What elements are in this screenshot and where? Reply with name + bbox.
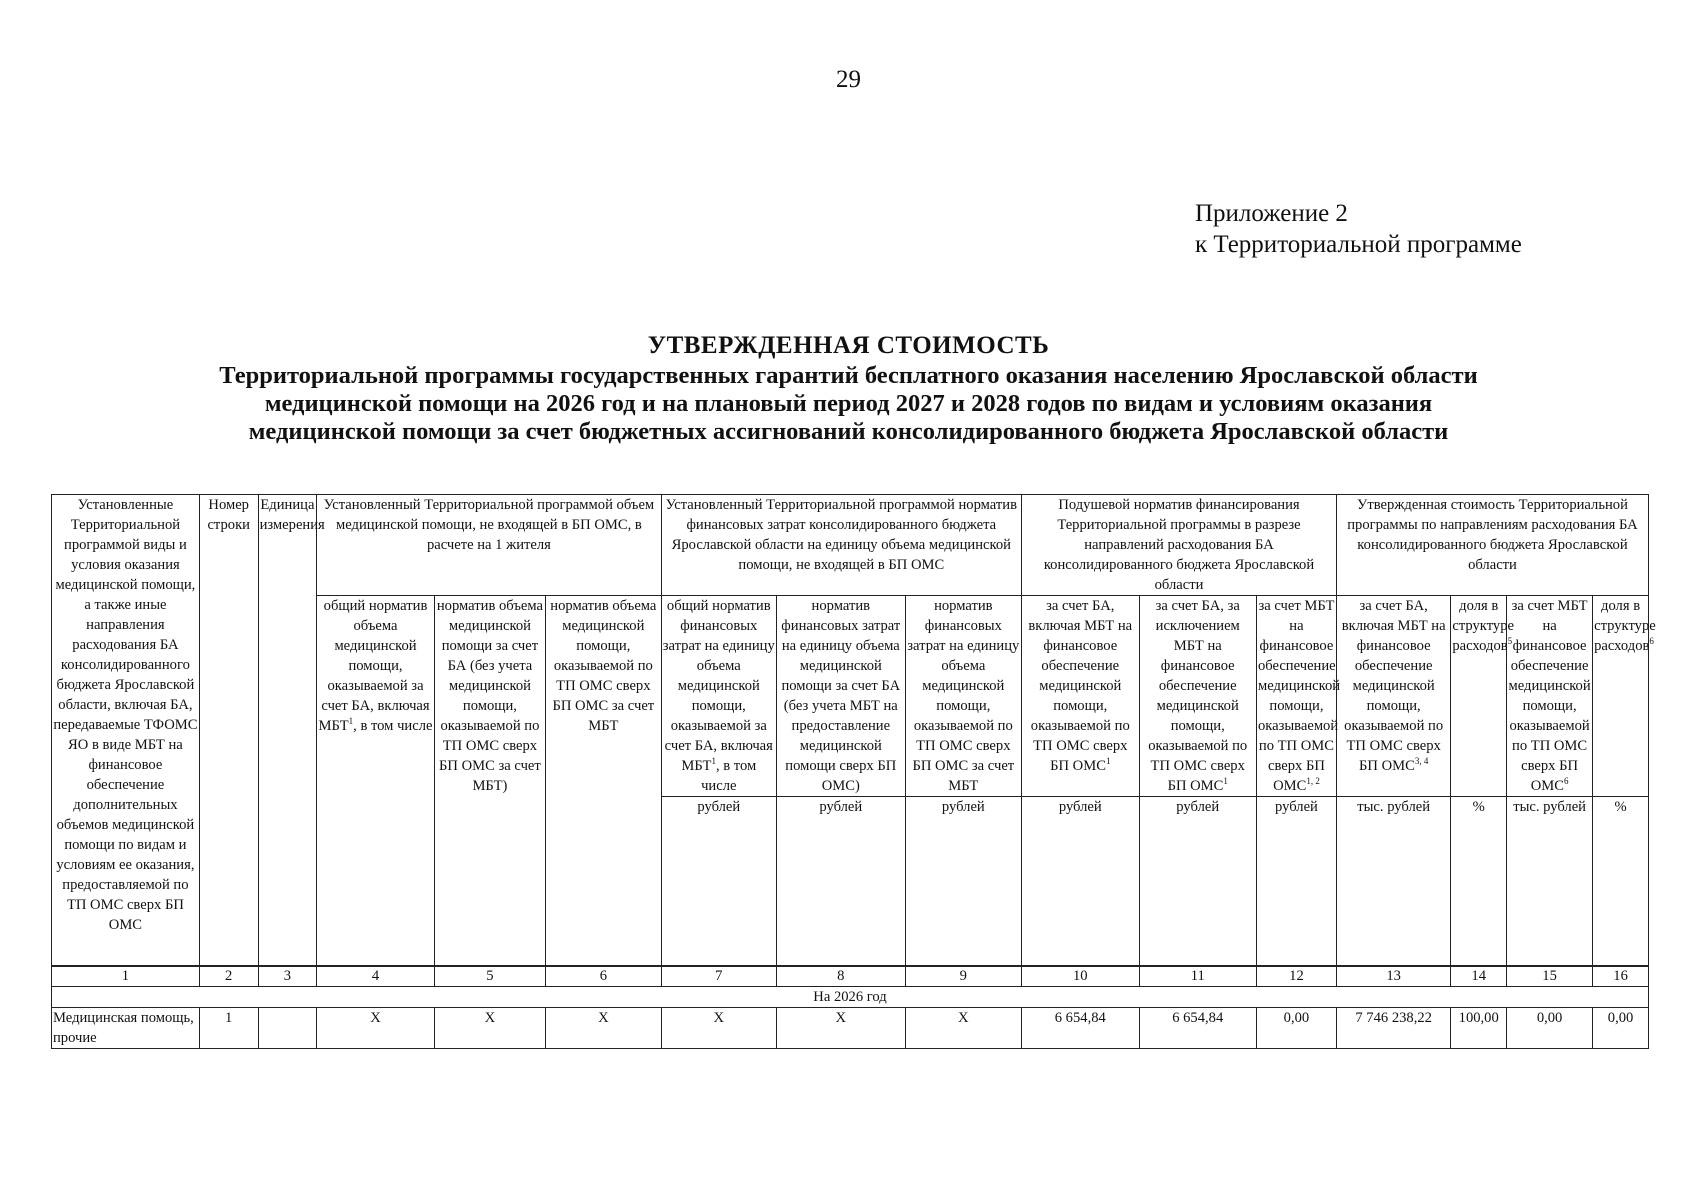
column-number: 14 bbox=[1451, 966, 1507, 987]
document-title bbox=[0, 330, 1697, 446]
column-number: 12 bbox=[1256, 966, 1336, 987]
table-row bbox=[52, 1008, 1649, 1049]
title-line-1: Территориальной программы государственных гарантий бесплатного оказания населению Ярославской области bbox=[219, 362, 1478, 389]
row-cell-6: X bbox=[546, 1008, 661, 1049]
header-col-13: за счет БА, включая МБТ на финансовое обеспечение медицинской помощи, оказываемой по ТП ОМС сверх БП ОМС$^{3, 4}$ bbox=[1336, 596, 1450, 797]
title-line-3: медицинской помощи за счет бюджетных ассигнований консолидированного бюджета Ярославской области bbox=[248, 418, 1449, 445]
header-col-4: общий норматив объема медицинской помощи, оказываемой за счет БА, включая МБТ$^1$, в том числе bbox=[317, 596, 434, 967]
header-col-10: за счет БА, включая МБТ на финансовое обеспечение медицинской помощи, оказываемой по ТП ОМС сверх БП ОМС$^1$ bbox=[1022, 596, 1139, 797]
column-number: 13 bbox=[1336, 966, 1450, 987]
row-cell-4: X bbox=[317, 1008, 434, 1049]
row-cell-7: X bbox=[661, 1008, 776, 1049]
header-approved-cost-group: Утвержденная стоимость Территориальной программы по направлениям расходования БА консолидированного бюджета Ярославской области bbox=[1336, 495, 1648, 596]
column-number: 16 bbox=[1593, 966, 1649, 987]
header-col-16: доля в структуре расходов$^6$ bbox=[1593, 596, 1649, 797]
column-number: 7 bbox=[661, 966, 776, 987]
row-unit bbox=[258, 1008, 317, 1049]
cost-table bbox=[51, 494, 1656, 1049]
header-volume-group: Установленный Территориальной программой объем медицинской помощи, не входящей в БП ОМС, в расчете на 1 жителя bbox=[317, 495, 661, 596]
unit-col-7: рублей bbox=[661, 797, 776, 967]
header-row-groups bbox=[52, 495, 1649, 596]
row-cell-16: 0,00 bbox=[1593, 1008, 1649, 1049]
row-cell-11: 6 654,84 bbox=[1139, 1008, 1256, 1049]
unit-col-10: рублей bbox=[1022, 797, 1139, 967]
row-cell-15: 0,00 bbox=[1507, 1008, 1593, 1049]
header-unit: Единица измерения bbox=[258, 495, 317, 967]
row-cell-8: X bbox=[777, 1008, 906, 1049]
column-number: 10 bbox=[1022, 966, 1139, 987]
header-col-7: общий норматив финансовых затрат на единицу объема медицинской помощи, оказываемой за счет БА, включая МБТ$^1$, в том числе bbox=[661, 596, 776, 797]
header-row-number: Номер строки bbox=[199, 495, 258, 967]
header-col-12: за счет МБТ на финансовое обеспечение медицинской помощи, оказываемой по ТП ОМС сверх БП ОМС$^{1, 2}$ bbox=[1256, 596, 1336, 797]
column-number: 9 bbox=[905, 966, 1021, 987]
column-number: 4 bbox=[317, 966, 434, 987]
column-number: 3 bbox=[258, 966, 317, 987]
unit-col-14: % bbox=[1451, 797, 1507, 967]
unit-col-12: рублей bbox=[1256, 797, 1336, 967]
row-cell-14: 100,00 bbox=[1451, 1008, 1507, 1049]
title-line-2: медицинской помощи на 2026 год и на плановый период 2027 и 2028 годов по видам и условиям оказания bbox=[264, 390, 1433, 417]
column-number: 15 bbox=[1507, 966, 1593, 987]
header-col-6: норматив объема медицинской помощи, оказываемой по ТП ОМС сверх БП ОМС за счет МБТ bbox=[546, 596, 661, 967]
column-number: 5 bbox=[434, 966, 545, 987]
row-cell-9: X bbox=[905, 1008, 1021, 1049]
unit-col-9: рублей bbox=[905, 797, 1021, 967]
row-cell-13: 7 746 238,22 bbox=[1336, 1008, 1450, 1049]
unit-col-8: рублей bbox=[777, 797, 906, 967]
column-number: 6 bbox=[546, 966, 661, 987]
header-col-15: за счет МБТ на финансовое обеспечение медицинской помощи, оказываемой по ТП ОМС сверх БП ОМС$^6$ bbox=[1507, 596, 1593, 797]
period-row bbox=[52, 987, 1649, 1008]
header-col-5: норматив объема медицинской помощи за счет БА (без учета медицинской помощи, оказываемой по ТП ОМС сверх БП ОМС за счет МБТ) bbox=[434, 596, 545, 967]
row-cell-12: 0,00 bbox=[1256, 1008, 1336, 1049]
title-main: УТВЕРЖДЕННАЯ СТОИМОСТЬ bbox=[647, 332, 1050, 359]
header-cost-standard-group: Установленный Территориальной программой норматив финансовых затрат консолидированного бюджета Ярославской области на единицу объема медицинской помощи, не входящей в БП ОМС bbox=[661, 495, 1021, 596]
appendix-note bbox=[1195, 198, 1522, 260]
period-label: На 2026 год bbox=[52, 987, 1649, 1008]
column-number: 11 bbox=[1139, 966, 1256, 987]
page-number: 29 bbox=[836, 66, 861, 93]
row-name: Медицинская помощь, прочие bbox=[52, 1008, 200, 1049]
header-per-capita-group: Подушевой норматив финансирования Территориальной программы в разрезе направлений расходования БА консолидированного бюджета Ярославской области bbox=[1022, 495, 1337, 596]
row-cell-10: 6 654,84 bbox=[1022, 1008, 1139, 1049]
column-number: 2 bbox=[199, 966, 258, 987]
row-cell-5: X bbox=[434, 1008, 545, 1049]
unit-col-11: рублей bbox=[1139, 797, 1256, 967]
row-number: 1 bbox=[199, 1008, 258, 1049]
header-col-14: доля в структуре расходов$^5$ bbox=[1451, 596, 1507, 797]
appendix-line-1: Приложение 2 bbox=[1195, 200, 1348, 227]
column-number: 1 bbox=[52, 966, 200, 987]
column-number: 8 bbox=[777, 966, 906, 987]
unit-col-15: тыс. рублей bbox=[1507, 797, 1593, 967]
header-col-11: за счет БА, за исключением МБТ на финансовое обеспечение медицинской помощи, оказываемой по ТП ОМС сверх БП ОМС$^1$ bbox=[1139, 596, 1256, 797]
unit-col-16: % bbox=[1593, 797, 1649, 967]
unit-col-13: тыс. рублей bbox=[1336, 797, 1450, 967]
header-col-8: норматив финансовых затрат на единицу объема медицинской помощи за счет БА (без учета МБТ на предоставление медицинской помощи сверх БП ОМС) bbox=[777, 596, 906, 797]
header-col-9: норматив финансовых затрат на единицу объема медицинской помощи, оказываемой по ТП ОМС сверх БП ОМС за счет МБТ bbox=[905, 596, 1021, 797]
column-number-row bbox=[52, 966, 1649, 987]
header-type-of-care: Установленные Территориальной программой виды и условия оказания медицинской помощи, а также иные направления расходования БА консолидированного бюджета Ярославской области, включая БА, передаваемые ТФОМС ЯО в виде МБТ на финансовое обеспечение дополнительных объемов медицинской помощи по видам и условиям ее оказания, предоставляемой по ТП ОМС сверх БП ОМС bbox=[52, 495, 200, 967]
appendix-line-2: к Территориальной программе bbox=[1195, 231, 1522, 258]
